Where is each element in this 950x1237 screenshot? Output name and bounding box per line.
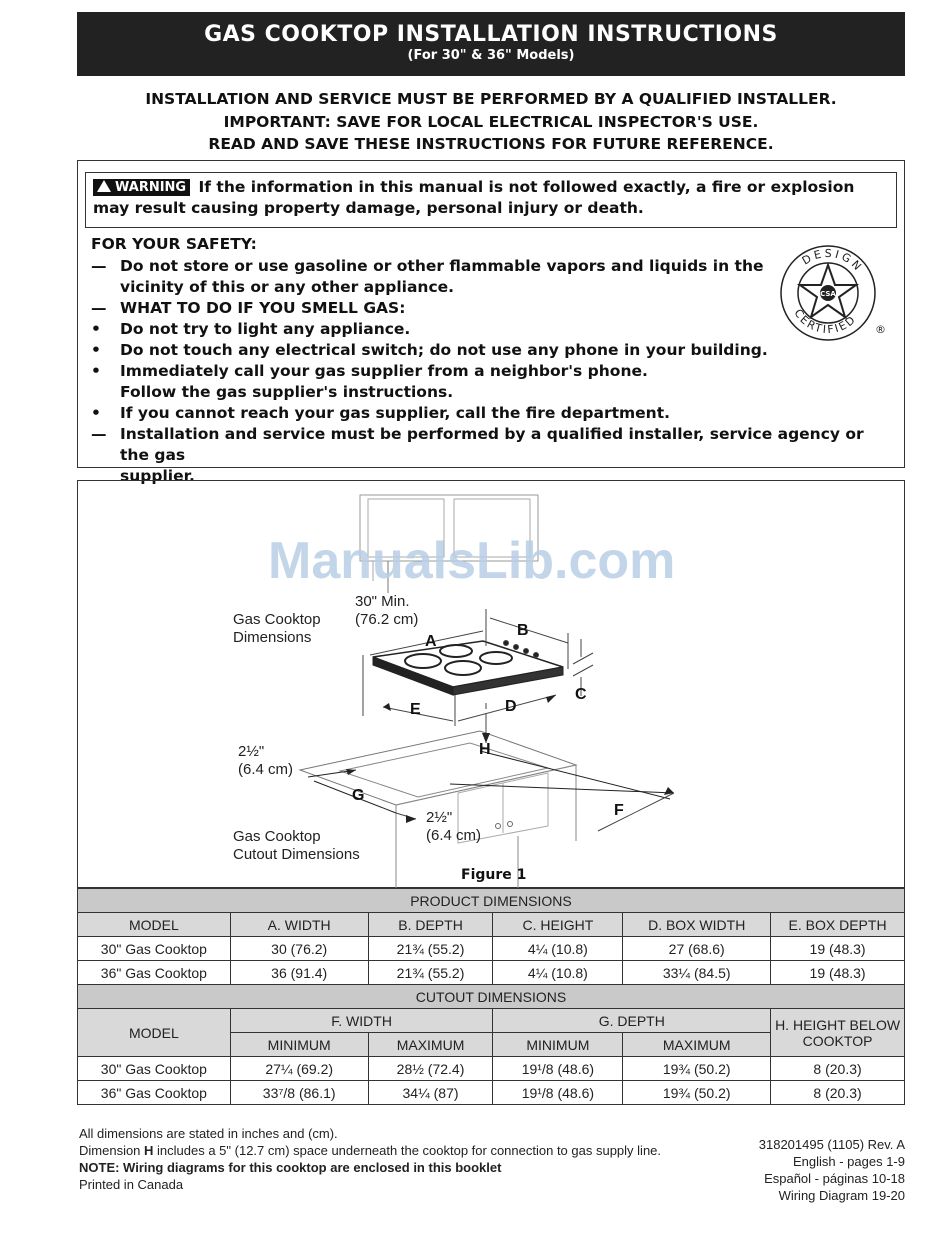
table-cell: 19 (48.3) (771, 937, 905, 961)
list-marker: — (91, 425, 107, 443)
column-header: H. HEIGHT BELOW COOKTOP (771, 1009, 905, 1057)
table-cell: 27 (68.6) (623, 937, 771, 961)
dimension-letter-e: E (410, 701, 421, 718)
table-cell: 21¾ (55.2) (368, 937, 493, 961)
cooktop-dimensions-label (233, 611, 321, 647)
footer-line-3 (79, 1159, 661, 1176)
cutout-dimensions-title: CUTOUT DIMENSIONS (78, 985, 905, 1009)
warning-badge-label: WARNING (115, 180, 187, 195)
table-cell: 30" Gas Cooktop (78, 937, 231, 961)
warning-box (85, 172, 897, 228)
list-item (91, 298, 891, 319)
dimension-letter-g: G (352, 787, 365, 804)
list-marker: • (91, 341, 101, 359)
table-cell: 27¼ (69.2) (230, 1057, 368, 1081)
column-header: MODEL (78, 913, 231, 937)
safety-title: FOR YOUR SAFETY: (91, 235, 257, 253)
dimensions-table (77, 888, 905, 1105)
table-cell: 19¾ (50.2) (623, 1057, 771, 1081)
table-cell: 36 (91.4) (230, 961, 368, 985)
table-cell: 19 (48.3) (771, 961, 905, 985)
table-cell: 21¾ (55.2) (368, 961, 493, 985)
seal-center-text: CSA (820, 290, 836, 298)
footer-line-2-bold: H (144, 1143, 154, 1158)
table-cell: 19¾ (50.2) (623, 1081, 771, 1105)
table-row (78, 1057, 905, 1081)
table-cell: 8 (20.3) (771, 1057, 905, 1081)
footer-line-2 (79, 1142, 661, 1159)
column-header: MINIMUM (230, 1033, 368, 1057)
dimension-letter-f: F (614, 802, 624, 819)
list-item (91, 361, 891, 382)
spanish-pages: Español - páginas 10-18 (764, 1171, 905, 1186)
list-item (91, 277, 891, 298)
list-marker: — (91, 257, 107, 275)
page-title: GAS COOKTOP INSTALLATION INSTRUCTIONS (204, 22, 778, 47)
front-gap-label (426, 809, 481, 845)
svg-text:DESIGN (800, 247, 866, 275)
watermark: ManualsLib.com (268, 532, 676, 590)
part-number: 318201495 (1105) Rev. A (758, 1137, 905, 1152)
min-clearance-line-2: (76.2 cm) (355, 611, 419, 628)
table-cell: 30 (76.2) (230, 937, 368, 961)
left-gap-line-2: (6.4 cm) (238, 761, 294, 778)
list-text: supplier. (120, 467, 195, 485)
table-cell: 4¼ (10.8) (493, 937, 623, 961)
notice-line-2: IMPORTANT: SAVE FOR LOCAL ELECTRICAL INSPECTOR'S USE. (223, 112, 759, 131)
table-row (78, 1081, 905, 1105)
cutout-dimensions-line-2: Cutout Dimensions (233, 846, 360, 863)
warning-triangle-icon (97, 180, 111, 192)
table-cell: 30" Gas Cooktop (78, 1057, 231, 1081)
list-marker: • (91, 362, 101, 380)
footer-line-2-pre: Dimension (79, 1143, 145, 1158)
footer-line-1: All dimensions are stated in inches and (cm). (79, 1126, 338, 1141)
table-cell: 4¼ (10.8) (493, 961, 623, 985)
safety-section (77, 160, 905, 485)
seal-bottom-text: CERTIFIED (791, 306, 860, 337)
table-cell: 28½ (72.4) (368, 1057, 493, 1081)
list-text: Do not store or use gasoline or other flammable vapors and liquids in the (120, 257, 764, 275)
table-cell: 36" Gas Cooktop (78, 1081, 231, 1105)
list-text: Follow the gas supplier's instructions. (120, 383, 454, 401)
list-marker: — (91, 299, 107, 317)
dimension-letter-d: D (505, 698, 517, 715)
list-item (91, 424, 891, 466)
min-clearance-line-1: 30" Min. (355, 593, 410, 610)
column-header: MODEL (78, 1009, 231, 1057)
footer-line-2-post: includes a 5" (12.7 cm) space underneath the cooktop for connection to gas supply line. (153, 1143, 662, 1158)
column-header: MAXIMUM (368, 1033, 493, 1057)
installation-figure (77, 480, 905, 888)
list-text: Immediately call your gas supplier from a neighbor's phone. (120, 362, 648, 380)
table-row (78, 913, 905, 937)
footer-line-4: Printed in Canada (79, 1177, 184, 1192)
column-header: D. BOX WIDTH (623, 913, 771, 937)
list-marker (91, 277, 120, 298)
dimension-letter-h: H (479, 741, 491, 758)
seal-registered-mark: ® (875, 323, 886, 336)
list-text: Do not try to light any appliance. (120, 320, 411, 338)
warning-badge (93, 179, 190, 196)
front-gap-line-2: (6.4 cm) (426, 827, 482, 844)
column-header: MAXIMUM (623, 1033, 771, 1057)
table-cell: 36" Gas Cooktop (78, 961, 231, 985)
wiring-note: NOTE: Wiring diagrams for this cooktop are enclosed in this booklet (79, 1160, 502, 1175)
table-cell: 33¼ (84.5) (623, 961, 771, 985)
table-row (78, 961, 905, 985)
table-cell: 34¼ (87) (368, 1081, 493, 1105)
cooktop-dimensions-line-2: Dimensions (233, 629, 312, 646)
figure-caption: Figure 1 (461, 867, 527, 883)
table-row (78, 985, 905, 1009)
table-cell: 8 (20.3) (771, 1081, 905, 1105)
list-item (91, 319, 891, 340)
list-marker (91, 382, 120, 403)
cooktop-dimensions-line-1: Gas Cooktop (233, 611, 321, 628)
list-item (91, 403, 891, 424)
table-row (78, 937, 905, 961)
list-text: Do not touch any electrical switch; do not use any phone in your building. (120, 341, 768, 359)
column-header: E. BOX DEPTH (771, 913, 905, 937)
column-header: C. HEIGHT (493, 913, 623, 937)
notice-line-1: INSTALLATION AND SERVICE MUST BE PERFORMED BY A QUALIFIED INSTALLER. (145, 90, 837, 108)
table-row (78, 1009, 905, 1033)
column-header: B. DEPTH (368, 913, 493, 937)
table-cell: 19¹/8 (48.6) (493, 1057, 623, 1081)
table-row (78, 889, 905, 913)
footer-notes (79, 1125, 661, 1193)
cutout-dimensions-line-1: Gas Cooktop (233, 828, 321, 845)
list-text: vicinity of this or any other appliance. (120, 278, 455, 296)
notice-line-3: READ AND SAVE THESE INSTRUCTIONS FOR FUTURE REFERENCE. (208, 135, 774, 153)
english-pages: English - pages 1-9 (792, 1154, 905, 1169)
dimension-letter-c: C (575, 686, 587, 703)
column-header: F. WIDTH (230, 1009, 493, 1033)
list-marker: • (91, 404, 101, 422)
list-item (91, 256, 891, 277)
product-dimensions-title: PRODUCT DIMENSIONS (78, 889, 905, 913)
safety-list (91, 256, 891, 487)
left-gap-line-1: 2½" (238, 743, 265, 760)
table-cell: 33⁷/8 (86.1) (230, 1081, 368, 1105)
design-certified-seal-icon (778, 243, 888, 343)
list-item (91, 382, 891, 403)
list-text: If you cannot reach your gas supplier, call the fire department. (120, 404, 671, 422)
column-header: A. WIDTH (230, 913, 368, 937)
table-cell: 19¹/8 (48.6) (493, 1081, 623, 1105)
cutout-dimensions-label (233, 828, 360, 864)
list-marker: • (91, 320, 101, 338)
list-text: WHAT TO DO IF YOU SMELL GAS: (120, 299, 406, 317)
column-header: MINIMUM (493, 1033, 623, 1057)
left-gap-label (238, 743, 293, 779)
list-text: Installation and service must be performed by a qualified installer, service agency or the gas (120, 425, 864, 464)
min-clearance-label (355, 593, 418, 629)
installation-notice (77, 88, 905, 156)
page-subtitle: (For 30" & 36" Models) (407, 48, 575, 63)
wiring-pages: Wiring Diagram 19-20 (778, 1188, 905, 1203)
front-gap-line-1: 2½" (426, 809, 453, 826)
list-item (91, 340, 891, 361)
dimension-letter-a: A (425, 633, 437, 650)
dimension-letter-b: B (517, 622, 529, 639)
title-banner (77, 12, 905, 76)
seal-top-text: DESIGN (799, 246, 866, 275)
warning-text: If the information in this manual is not followed exactly, a fire or explosion may result causing property damage, personal injury or death. (93, 178, 855, 217)
footer-right (759, 1136, 905, 1204)
column-header: G. DEPTH (493, 1009, 771, 1033)
